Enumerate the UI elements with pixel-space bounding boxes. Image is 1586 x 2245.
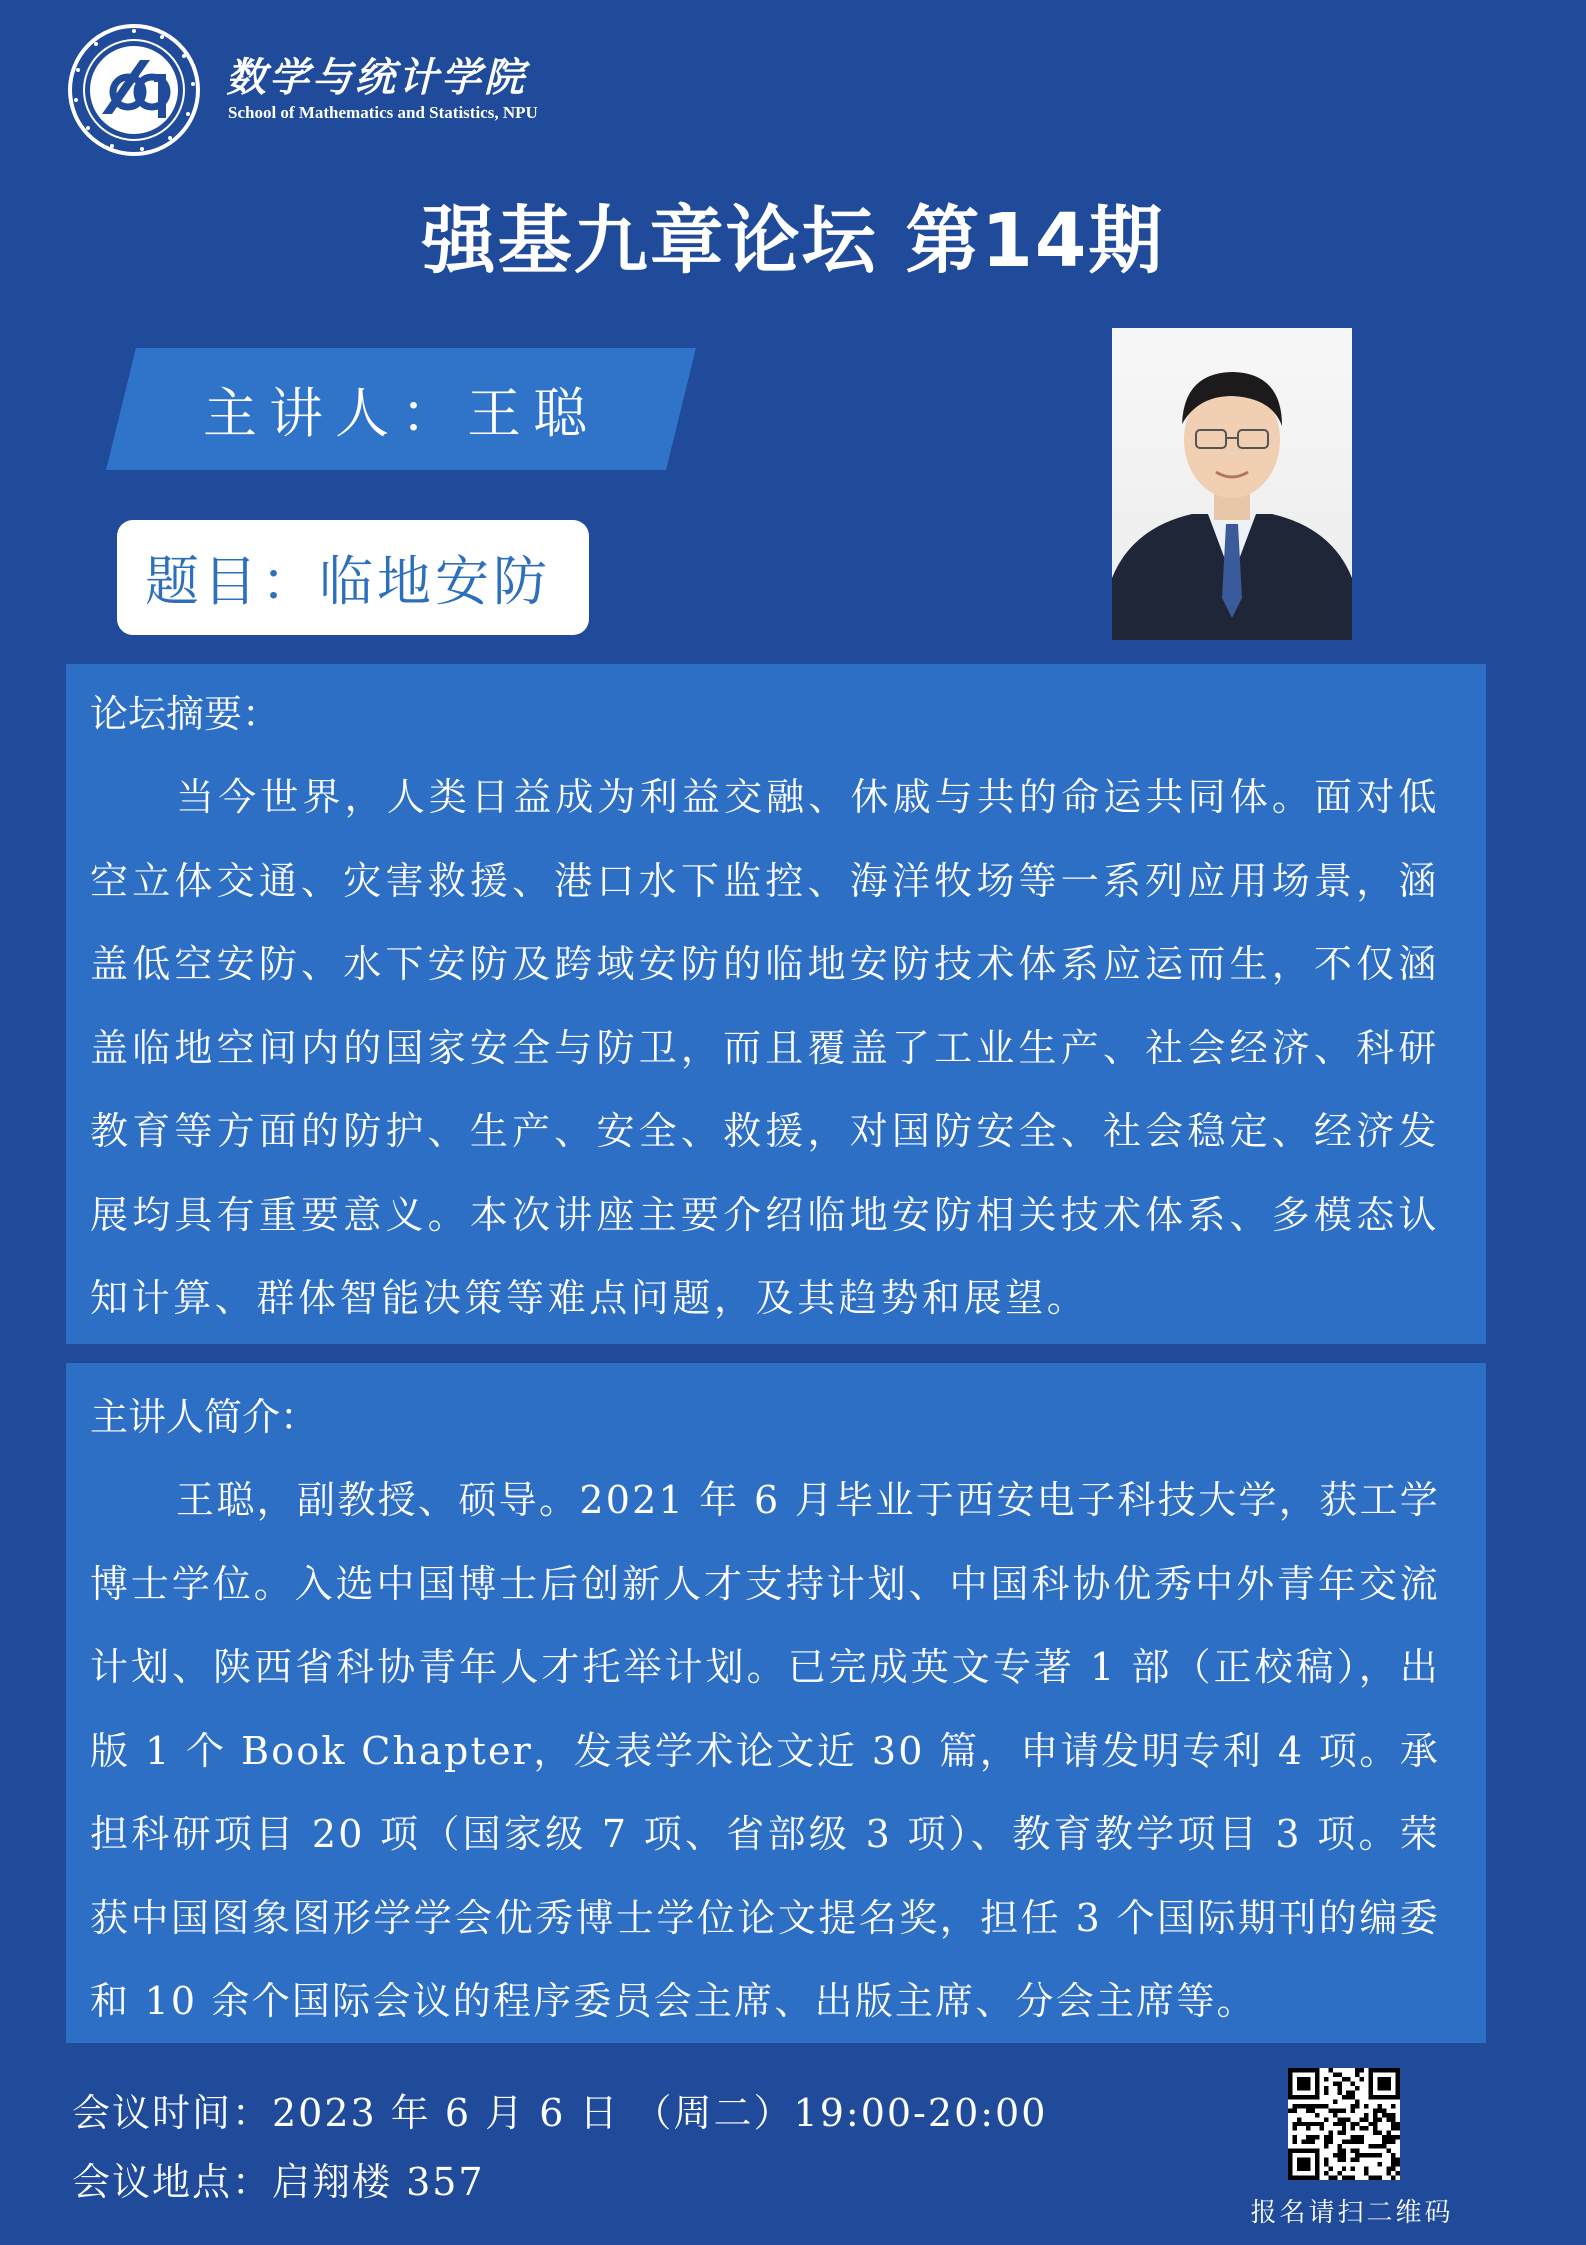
page-title: 强基九章论坛 第14期 xyxy=(421,198,1165,284)
speaker-portrait xyxy=(1112,328,1352,640)
qr-caption: 报名请扫二维码 xyxy=(1250,2198,1454,2228)
meeting-time: 会议时间：2023 年 6 月 6 日 （周二）19:00-20:00 xyxy=(72,2091,1048,2135)
meeting-place: 会议地点：启翔楼 357 xyxy=(72,2160,485,2204)
abstract-heading: 论坛摘要： xyxy=(90,692,281,736)
topic-label: 题目：临地安防 xyxy=(145,550,551,613)
bio-heading: 主讲人简介： xyxy=(90,1395,319,1439)
speaker-label: 主讲人：王聪 xyxy=(203,381,599,445)
qr-code-icon[interactable] xyxy=(1288,2068,1400,2180)
school-emblem-icon xyxy=(66,22,202,158)
abstract-body: 当今世界，人类日益成为利益交融、休戚与共的命运共同体。面对低空立体交通、灾害救援、港口水下监控、海洋牧场等一系列应用场景，涵盖低空安防、水下安防及跨域安防的临地安防技术体系应运而生，不仅涵盖临地空间内的国家安全与防卫，而且覆盖了工业生产、社会经济、科研教育等方面的防护、生产、安全、救援，对国防安全、社会稳定、经济发展均具有重要意义。本次讲座主要介绍临地安防相关技术体系、多模态认知计算、群体智能决策等难点问题，及其趋势和展望。 xyxy=(90,775,1440,1320)
topic-box xyxy=(117,520,589,635)
bio-body: 王聪，副教授、硕导。2021 年 6 月毕业于西安电子科技大学，获工学博士学位。入选中国博士后创新人才支持计划、中国科协优秀中外青年交流计划、陕西省科协青年人才托举计划。已完成英文专著 1 部（正校稿），出版 1 个 Book Chapter，发表学术论文近 30 篇，申请发明专利 4 项。承担科研项目 20 项（国家级 7 项、省部级 3 项）、教育教学项目 3 项。荣获中国图象图形学学会优秀博士学位论文提名奖，担任 3 个国际期刊的编委和 10 余个国际会议的程序委员会主席、出版主席、分会主席等。 xyxy=(90,1478,1440,2023)
abstract-panel xyxy=(66,664,1486,1344)
school-name-en: School of Mathematics and Statistics, NPU xyxy=(228,103,538,122)
school-name-cn: 数学与统计学院 xyxy=(226,54,527,101)
bio-panel xyxy=(66,1363,1486,2043)
